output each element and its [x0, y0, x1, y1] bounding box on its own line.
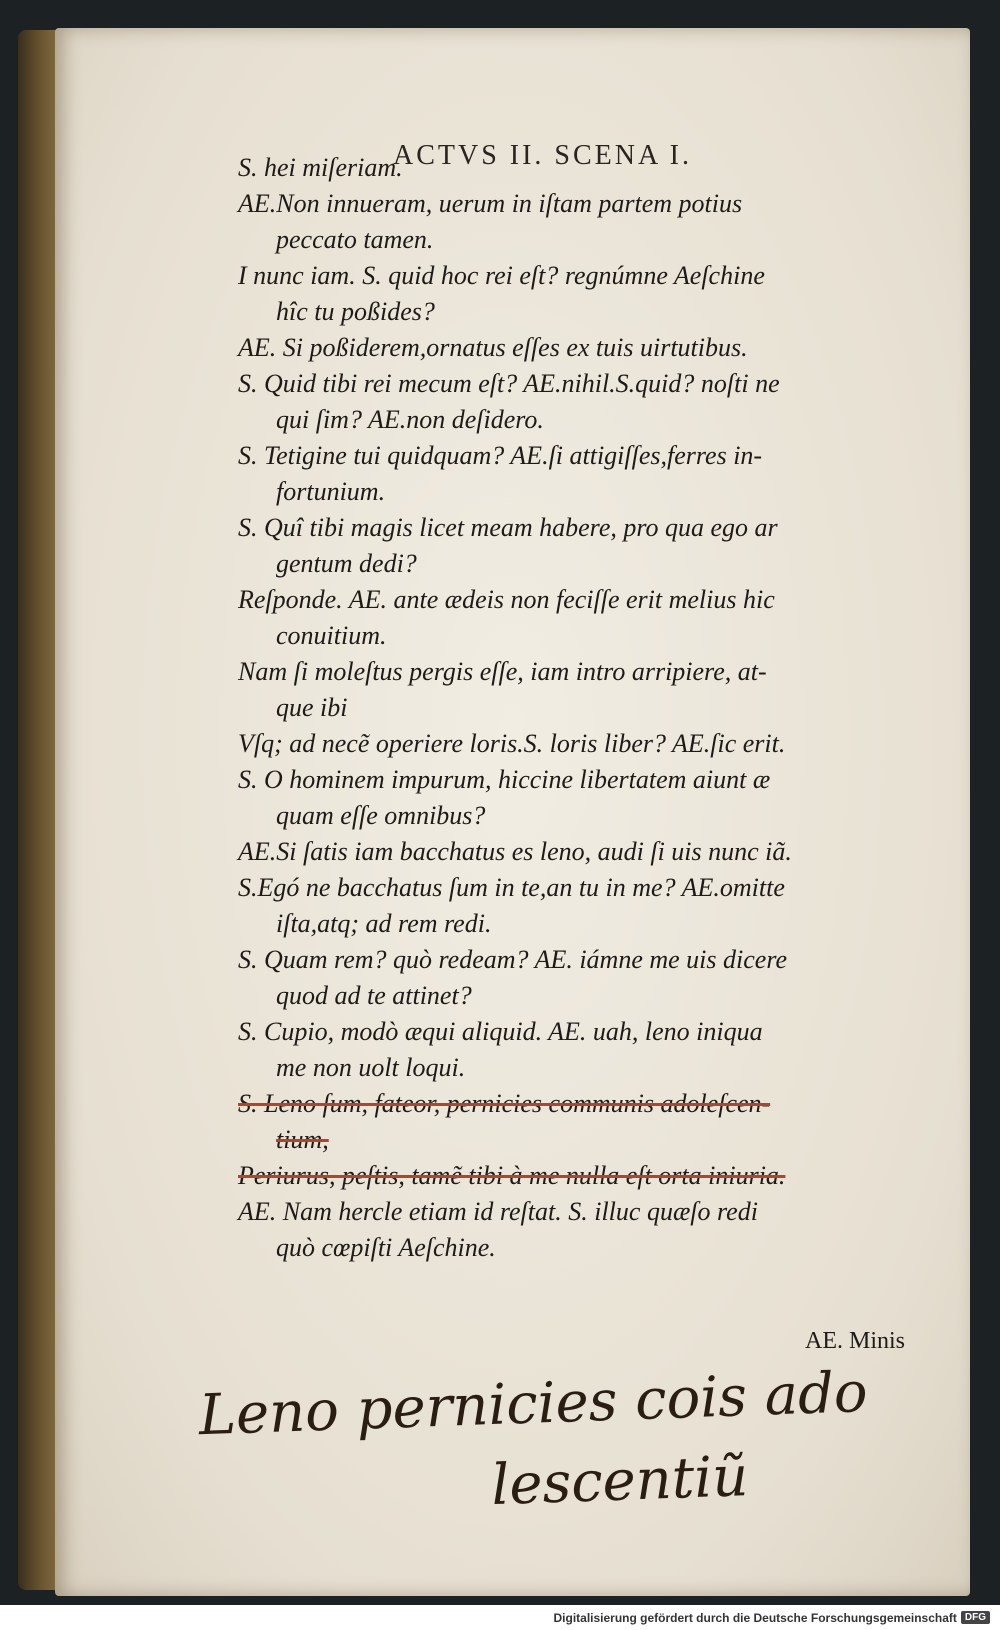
text-line: quò cœpiſti Aeſchine.	[276, 1233, 496, 1262]
text-line: S. Tetigine tui quidquam? AE.ſi attigiſſes,ferres in-	[238, 441, 763, 470]
text-line: quod ad te attinet?	[276, 981, 472, 1010]
footer-text: Digitalisierung gefördert durch die Deutsche Forschungsgemeinschaft	[553, 1610, 957, 1625]
handwritten-note	[197, 1350, 962, 1536]
text-line: me non uolt loqui.	[276, 1053, 466, 1082]
text-line-struck: S. Leno ſum, fateor, pernicies communis adoleſcen-	[238, 1089, 771, 1118]
text-line: qui ſim? AE.non deſidero.	[276, 405, 544, 434]
digitization-footer	[0, 1605, 1000, 1630]
text-line: S. O hominem impurum, hiccine libertatem aiunt æ	[238, 765, 771, 794]
text-line: gentum dedi?	[276, 549, 417, 578]
text-line: S. Quî tibi magis licet meam habere, pro qua ego ar	[238, 513, 778, 542]
handwritten-note-line-1: Leno pernicies cois ado	[197, 1359, 869, 1449]
running-header: ACTVS II. SCENA I.	[392, 140, 692, 171]
text-line: S. Quam rem? quò redeam? AE. iámne me uis dicere	[238, 945, 788, 974]
play-text	[238, 150, 918, 1266]
text-line: I nunc iam. S. quid hoc rei eſt? regnúmne Aeſchine	[238, 261, 765, 290]
text-line: conuitium.	[276, 621, 387, 650]
text-line: S. hei miſeriam.	[238, 153, 403, 182]
text-line: peccato tamen.	[276, 225, 434, 254]
text-line-struck: tium,	[276, 1125, 329, 1154]
catchword: AE. Minis	[804, 1328, 905, 1354]
text-line: S. Quid tibi rei mecum eſt? AE.nihil.S.quid? noſti ne	[238, 369, 780, 398]
text-line: hîc tu poßides?	[276, 297, 435, 326]
handwritten-note-line-2: lescentiũ	[490, 1444, 750, 1519]
text-line: fortunium.	[276, 477, 386, 506]
text-line: AE.Si ſatis iam bacchatus es leno, audi ſi uis nunc iã.	[238, 837, 792, 866]
dfg-logo: DFG	[961, 1611, 990, 1624]
text-line-struck: Periurus, peſtis, tamẽ tibi à me nulla eſt orta iniuria.	[238, 1161, 786, 1190]
text-line: AE. Si poßiderem,ornatus eſſes ex tuis uirtutibus.	[238, 333, 748, 362]
text-line: S. Cupio, modò æqui aliquid. AE. uah, leno iniqua	[238, 1017, 763, 1046]
text-line: AE. Nam hercle etiam id reſtat. S. illuc quæſo redi	[238, 1197, 758, 1226]
text-line: Nam ſi moleſtus pergis eſſe, iam intro arripiere, at-	[238, 657, 767, 686]
text-line: iſta,atq; ad rem redi.	[276, 909, 492, 938]
text-line: S.Egó ne bacchatus ſum in te,an tu in me? AE.omitte	[238, 873, 785, 902]
text-line: Reſponde. AE. ante ædeis non feciſſe erit melius hic	[238, 585, 775, 614]
text-line: quam eſſe omnibus?	[276, 801, 486, 830]
text-line: AE.Non innueram, uerum in iſtam partem potius	[238, 189, 743, 218]
text-line: Vſq; ad necẽ operiere loris.S. loris liber? AE.ſic erit.	[238, 729, 786, 758]
text-line: que ibi	[276, 693, 348, 722]
